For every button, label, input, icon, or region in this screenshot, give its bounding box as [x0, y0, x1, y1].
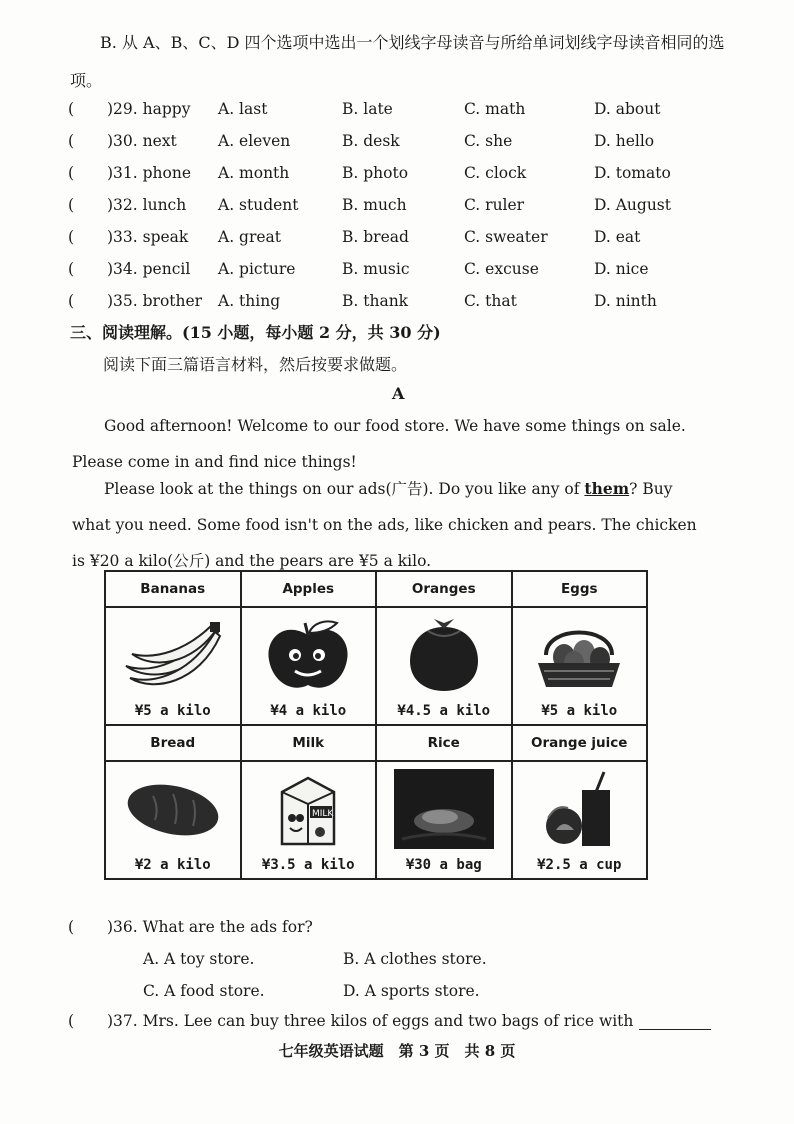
ad-name: Orange juice [512, 725, 648, 761]
question-row [0, 260, 794, 286]
ad-name: Oranges [376, 571, 512, 607]
question-word: )33. speak [107, 228, 189, 246]
option-d: D. hello [594, 132, 655, 150]
ad-price: ¥2 a kilo [134, 857, 211, 873]
answer-paren[interactable]: ( [68, 1012, 75, 1030]
question-text: )37. Mrs. Lee can buy three kilos of eggs and two bags of rice with [107, 1012, 634, 1030]
option-c: C. sweater [464, 228, 548, 246]
section-3-heading: 三、阅读理解。(15 小题，每小题 2 分，共 30 分) [70, 323, 441, 342]
paragraph-text: Please look at the things on our ads(广告). Do you like any of [104, 480, 585, 498]
option-d: D. tomato [594, 164, 671, 182]
milk-carton-icon [242, 767, 376, 851]
option-b: B. desk [342, 132, 400, 150]
option-b: B. photo [342, 164, 409, 182]
option-b: B. A clothes store. [343, 950, 487, 968]
ad-cell [512, 607, 648, 725]
ad-price: ¥30 a bag [405, 857, 482, 873]
section-b-instruction: B. 从 A、B、C、D 四个选项中选出一个划线字母读音与所给单词划线字母读音相同的选 [100, 33, 725, 52]
question-word: )32. lunch [107, 196, 187, 214]
underlined-word-them: them [584, 479, 630, 498]
paragraph-text: ? Buy what you need. Some food isn't on the ads, like chicken and pears. The chicken is ¥20 a kilo(公斤) and the pears are ¥5 a kilo. [72, 480, 697, 570]
answer-blank[interactable] [639, 1015, 711, 1030]
option-c: C. A food store. [143, 982, 265, 1000]
option-d: D. August [594, 196, 671, 214]
question-row [0, 228, 794, 254]
question-word: )29. happy [107, 100, 191, 118]
question-row [0, 196, 794, 222]
page-footer: 七年级英语试题 第 3 页 共 8 页 [278, 1042, 516, 1060]
question-row [0, 164, 794, 190]
option-b: B. late [342, 100, 393, 118]
option-a: A. A toy store. [143, 950, 255, 968]
question-row [0, 100, 794, 126]
svg-text:MILK: MILK [312, 809, 334, 819]
option-a: A. picture [218, 260, 296, 278]
option-c: C. ruler [464, 196, 525, 214]
bananas-icon [106, 613, 240, 697]
question-word: )31. phone [107, 164, 192, 182]
ad-name: Bread [105, 725, 241, 761]
section-3-intro: 阅读下面三篇语言材料，然后按要求做题。 [103, 355, 408, 374]
ad-price: ¥5 a kilo [541, 703, 618, 719]
answer-paren[interactable]: ( [68, 164, 75, 182]
option-c: C. clock [464, 164, 527, 182]
option-d: D. eat [594, 228, 641, 246]
ad-cell [105, 607, 241, 725]
ad-price: ¥4.5 a kilo [397, 703, 491, 719]
option-a: A. thing [218, 292, 281, 310]
question-stem [107, 1012, 711, 1030]
answer-paren[interactable]: ( [68, 132, 75, 150]
ad-cell [241, 607, 377, 725]
passage-title: A [392, 384, 405, 403]
option-d: D. A sports store. [343, 982, 480, 1000]
question-word: )30. next [107, 132, 177, 150]
option-d: D. nice [594, 260, 649, 278]
ad-price: ¥5 a kilo [134, 703, 211, 719]
question-stem: )36. What are the ads for? [107, 918, 313, 936]
question-row [0, 292, 794, 318]
egg-basket-icon [513, 613, 647, 697]
answer-paren[interactable]: ( [68, 918, 75, 936]
option-b: B. much [342, 196, 407, 214]
option-a: A. month [218, 164, 290, 182]
ads-table [104, 570, 648, 880]
ad-cell [376, 761, 512, 879]
option-a: A. last [218, 100, 268, 118]
ad-name: Bananas [105, 571, 241, 607]
section-b-instruction-cont: 项。 [70, 71, 103, 90]
option-c: C. that [464, 292, 517, 310]
ad-name: Eggs [512, 571, 648, 607]
option-a: A. student [218, 196, 299, 214]
ad-cell [512, 761, 648, 879]
option-d: D. ninth [594, 292, 657, 310]
apple-icon [242, 613, 376, 697]
answer-paren[interactable]: ( [68, 292, 75, 310]
orange-icon [377, 613, 511, 697]
passage-paragraph-1: Good afternoon! Welcome to our food store. We have some things on sale. Please come in and find nice things! [72, 417, 686, 471]
ad-cell [105, 761, 241, 879]
option-a: A. eleven [218, 132, 291, 150]
ad-name: Milk [241, 725, 377, 761]
ad-name: Apples [241, 571, 377, 607]
answer-paren[interactable]: ( [68, 228, 75, 246]
question-word: )34. pencil [107, 260, 191, 278]
ad-cell [241, 761, 377, 879]
ad-cell [376, 607, 512, 725]
passage-paragraph-2 [72, 471, 712, 579]
answer-paren[interactable]: ( [68, 260, 75, 278]
ad-price: ¥3.5 a kilo [261, 857, 355, 873]
question-word: )35. brother [107, 292, 203, 310]
ad-price: ¥2.5 a cup [537, 857, 622, 873]
option-c: C. excuse [464, 260, 539, 278]
option-c: C. math [464, 100, 526, 118]
option-b: B. music [342, 260, 410, 278]
answer-paren[interactable]: ( [68, 100, 75, 118]
ad-name: Rice [376, 725, 512, 761]
option-a: A. great [218, 228, 282, 246]
juice-glass-icon [513, 767, 647, 851]
question-row [0, 132, 794, 158]
bread-icon [106, 767, 240, 851]
option-b: B. thank [342, 292, 409, 310]
ad-price: ¥4 a kilo [270, 703, 347, 719]
option-b: B. bread [342, 228, 409, 246]
option-d: D. about [594, 100, 661, 118]
option-c: C. she [464, 132, 513, 150]
rice-photo-icon [377, 767, 511, 851]
answer-paren[interactable]: ( [68, 196, 75, 214]
